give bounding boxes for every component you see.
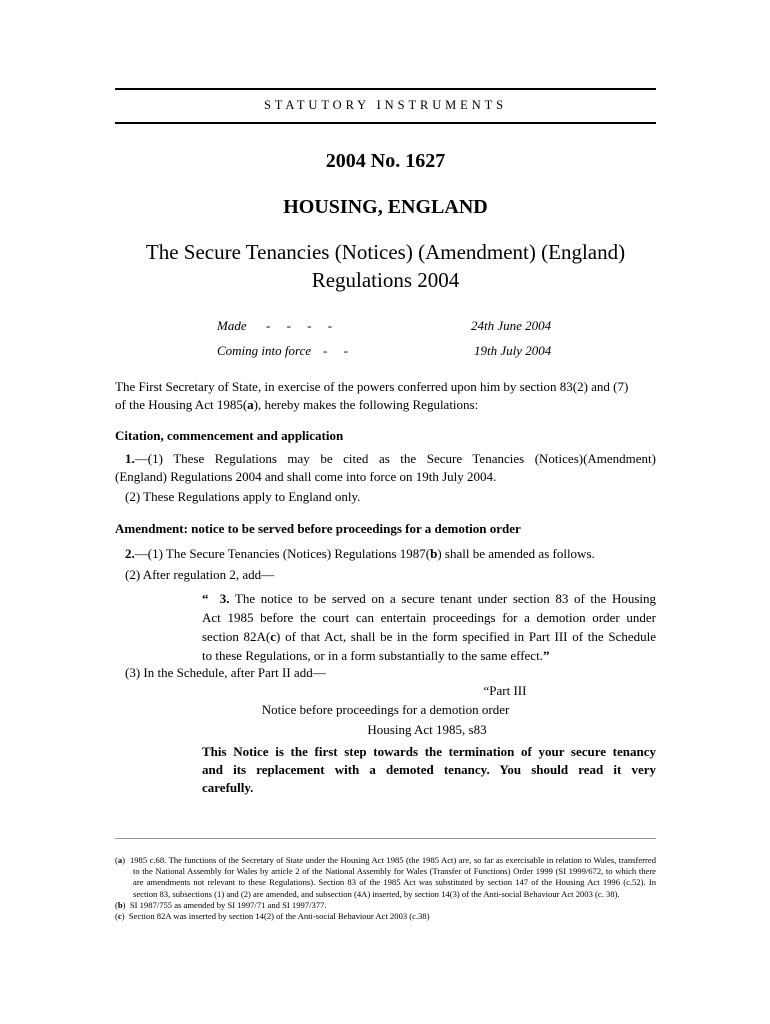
section-2-para-3: (3) In the Schedule, after Part II add— bbox=[125, 665, 326, 680]
section-1-heading: Citation, commencement and application bbox=[115, 428, 344, 443]
footnote-c-label: (c) bbox=[115, 911, 125, 922]
quote-line-3-text: section 82A( bbox=[202, 629, 271, 644]
warning-line-1: This Notice is the first step towards the termination of your secure tenancy bbox=[202, 744, 656, 759]
warning-line-3: carefully. bbox=[202, 780, 254, 795]
regulation-number-1: 1. bbox=[125, 451, 135, 466]
preamble-line-1: The First Secretary of State, in exercise of the powers conferred upon him by section 83(2) and (7) bbox=[115, 379, 629, 394]
section-1-para-2: (2) These Regulations apply to England only. bbox=[125, 489, 361, 504]
series-heading: STATUTORY INSTRUMENTS bbox=[263, 98, 508, 112]
section-2-para-2: (2) After regulation 2, add— bbox=[125, 567, 275, 582]
open-quote: “ bbox=[202, 591, 209, 606]
title-line-1: The Secure Tenancies (Notices) (Amendment) (England) bbox=[145, 240, 626, 264]
preamble-line-2 bbox=[115, 396, 656, 414]
part-3-act: Housing Act 1985, s83 bbox=[367, 722, 487, 737]
footnote-a-letter: a bbox=[117, 855, 123, 865]
section-1-para-1-text: —(1) These Regulations may be cited as the Secure Tenancies (Notices)(Amendment) bbox=[134, 451, 656, 466]
force-label: Coming into force bbox=[217, 343, 312, 358]
made-dashes: - - - - bbox=[266, 318, 333, 333]
document-title bbox=[115, 238, 656, 294]
footnote-b-label: (b) bbox=[115, 899, 126, 910]
close-quote: ” bbox=[542, 648, 550, 663]
footnote-a-line-2: relation to Wales, transferred to the National Assembly for Wales by article 2 of the National Assembly for Wales (Transfer bbox=[133, 855, 656, 877]
preamble bbox=[115, 378, 656, 413]
section-2-para-1 bbox=[125, 545, 656, 563]
quote-line-3 bbox=[202, 627, 656, 646]
warning-line-2: and its replacement with a demoted tenancy. You should read it very bbox=[202, 762, 656, 777]
section-1-para-1 bbox=[115, 450, 656, 485]
footnote-c bbox=[115, 911, 656, 922]
part-3-subtitle: Notice before proceedings for a demotion order bbox=[261, 702, 510, 717]
preamble-text-end: ), hereby makes the following Regulations: bbox=[253, 396, 479, 412]
preamble-text: of the Housing Act 1985( bbox=[115, 396, 248, 412]
section-2-para-1-text-end: ) shall be amended as follows. bbox=[437, 546, 595, 561]
footnote-ref-b: b bbox=[430, 546, 438, 561]
section-1-para-1-line-1 bbox=[115, 450, 656, 468]
part-3-title: “Part III bbox=[483, 683, 527, 698]
made-label: Made bbox=[217, 318, 247, 333]
footnote-a-line-3: of Functions) Order 1999 (SI 1999/672, to which there are amendments not relevant to these Regulations). Section 83 of bbox=[133, 866, 656, 888]
made-date: 24th June 2004 bbox=[471, 318, 552, 333]
instrument-number: 2004 No. 1627 bbox=[325, 150, 446, 172]
footnote-a-line-5: amended, and subsection (4A) inserted, by section 14(3) of the Anti-social Behaviour Act 2003 (c. 38). bbox=[265, 888, 620, 899]
footnote-a bbox=[115, 855, 656, 900]
section-1-para-1-line-2: (England) Regulations 2004 and shall come into force on 19th July 2004. bbox=[115, 468, 497, 484]
footnote-c-text: Section 82A was inserted by section 14(2) of the Anti-social Behaviour Act 2003 (c.38) bbox=[128, 911, 430, 922]
header-top-rule bbox=[115, 88, 656, 90]
demotion-notice-warning bbox=[202, 743, 656, 797]
subject-heading: HOUSING, ENGLAND bbox=[283, 196, 488, 218]
footnote-b-letter: b bbox=[117, 899, 123, 910]
footnotes bbox=[115, 855, 656, 922]
quote-line-3-text-end: ) of that Act, shall be in the form specified in Part III of the Schedule bbox=[276, 629, 656, 644]
quote-line-4-text: to these Regulations, or in a form substantially to the same effect. bbox=[202, 648, 543, 663]
footnote-a-line-4: the 1985 Act was substituted by section 147 of the Housing Act 1996 (c.52). In section 83, subsections (1) and (2) are bbox=[133, 877, 657, 899]
footnote-a-line-1: 1985 c.68. The functions of the Secretary of State under the Housing Act 1985 (the 1985 Act) are, so far as exercisable in bbox=[129, 855, 554, 865]
inserted-regulation-number: 3. bbox=[219, 591, 230, 606]
footnote-c-letter: c bbox=[117, 911, 122, 922]
force-date: 19th July 2004 bbox=[474, 343, 552, 358]
quote-line-1-text: The notice to be served on a secure tenant under section 83 of the Housing bbox=[229, 591, 657, 606]
footnote-ref-a: a bbox=[247, 396, 254, 412]
footnote-b bbox=[115, 900, 656, 911]
section-2-para-1-text: —(1) The Secure Tenancies (Notices) Regulations 1987( bbox=[134, 546, 431, 561]
footnote-a-label: (a) bbox=[115, 855, 126, 865]
quote-line-2: Act 1985 before the court can entertain proceedings for a demotion order under bbox=[202, 610, 656, 625]
footnote-ref-c: c bbox=[270, 629, 277, 644]
quote-line-4 bbox=[202, 646, 656, 665]
title-line-2: Regulations 2004 bbox=[311, 268, 460, 292]
footnote-b-text: SI 1987/755 as amended by SI 1997/71 and SI 1997/377. bbox=[129, 899, 327, 910]
force-dashes: - - bbox=[323, 343, 348, 358]
regulation-number-2: 2. bbox=[125, 546, 135, 561]
quote-line-1 bbox=[202, 589, 656, 608]
footnote-rule bbox=[115, 838, 656, 839]
section-2-heading: Amendment: notice to be served before proceedings for a demotion order bbox=[115, 521, 521, 536]
inserted-regulation-3 bbox=[202, 589, 656, 665]
header-bottom-rule bbox=[115, 122, 656, 124]
